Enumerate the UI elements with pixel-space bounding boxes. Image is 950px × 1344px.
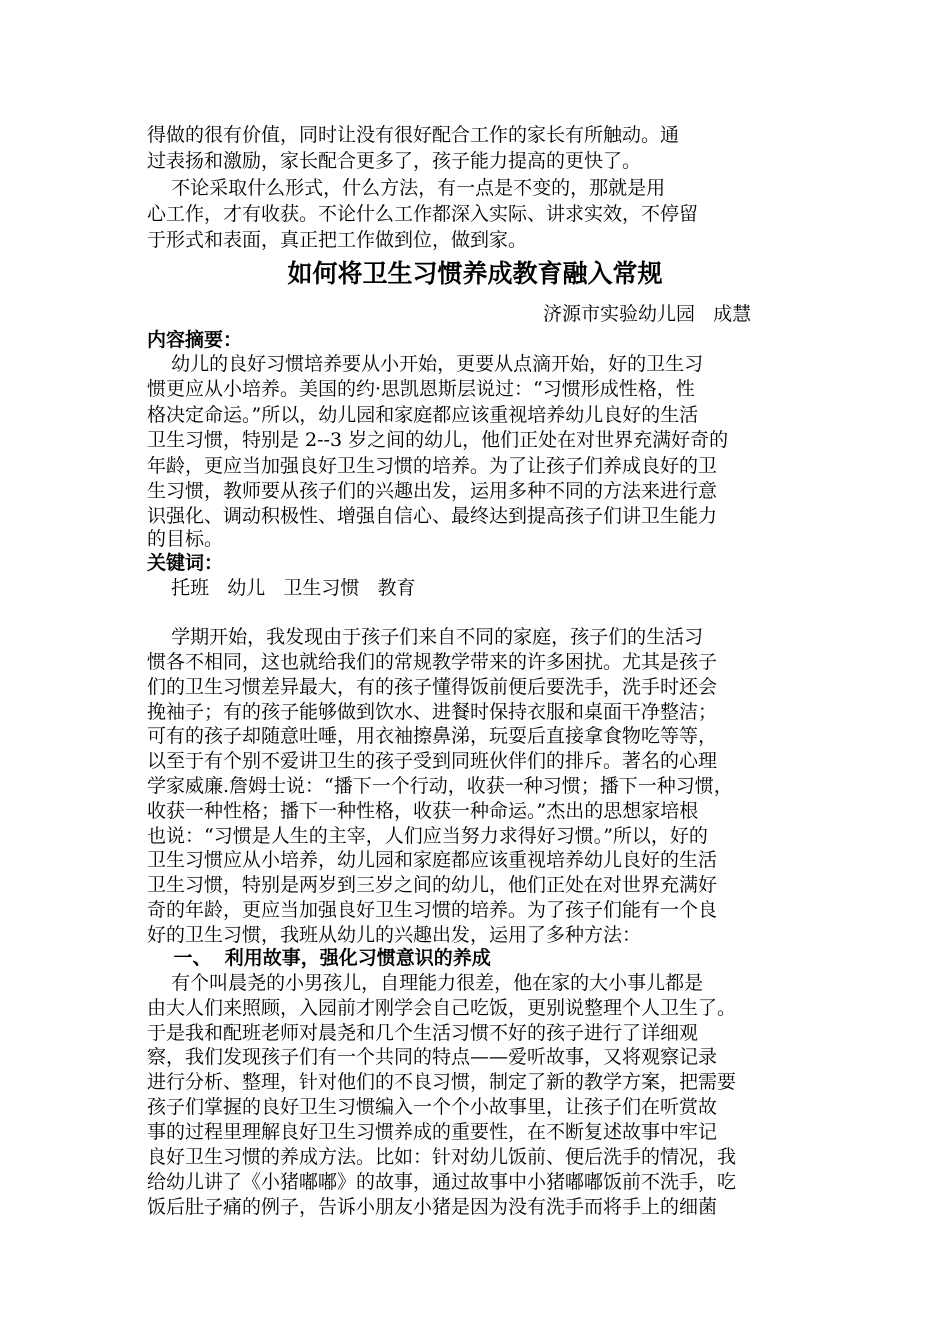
body-line: 也说：“习惯是人生的主宰，人们应当努力求得好习惯。”所以，好的 <box>147 825 708 847</box>
abstract-line: 的目标。 <box>147 528 224 550</box>
body-line: 奇的年龄，更应当加强良好卫生习惯的培养。为了孩子们能有一个良 <box>147 899 718 921</box>
section-line: 于是我和配班老师对晨尧和几个生活习惯不好的孩子进行了详细观 <box>147 1022 699 1044</box>
intro-line: 心工作，才有收获。不论什么工作都深入实际、讲求实效，不停留 <box>147 203 699 225</box>
abstract-line: 卫生习惯，特别是 2--3 岁之间的幼儿，他们正处在对世界充满好奇的 <box>147 429 729 451</box>
keywords-line: 托班 幼儿 卫生习惯 教育 <box>147 577 416 599</box>
abstract-line: 生习惯，教师要从孩子们的兴趣出发，运用多种不同的方法来进行意 <box>147 480 718 502</box>
intro-line: 于形式和表面，真正把工作做到位，做到家。 <box>147 229 528 251</box>
abstract-line: 格决定命运。”所以，幼儿园和家庭都应该重视培养幼儿良好的生活 <box>147 404 699 426</box>
body-line: 以至于有个别不爱讲卫生的孩子受到同班伙伴们的排斥。著名的心理 <box>147 750 718 772</box>
body-line: 们的卫生习惯差异最大，有的孩子懂得饭前便后要洗手，洗手时还会 <box>147 676 718 698</box>
intro-line: 得做的很有价值，同时让没有很好配合工作的家长有所触动。通 <box>147 124 680 146</box>
body-line: 惯各不相同，这也就给我们的常规教学带来的许多困扰。尤其是孩子 <box>147 651 718 673</box>
author-line: 济源市实验幼儿园 成慧 <box>543 303 752 325</box>
section-line: 有个叫晨尧的小男孩儿，自理能力很差，他在家的大小事儿都是 <box>147 972 704 994</box>
body-line: 好的卫生习惯，我班从幼儿的兴趣出发，运用了多种方法： <box>147 924 642 946</box>
abstract-line: 年龄，更应当加强良好卫生习惯的培养。为了让孩子们养成良好的卫 <box>147 455 718 477</box>
body-line: 卫生习惯，特别是两岁到三岁之间的幼儿，他们正处在对世界充满好 <box>147 874 718 896</box>
section-line: 由大人们来照顾，入园前才刚学会自己吃饭，更别说整理个人卫生了。 <box>147 997 737 1019</box>
body-line: 收获一种性格；播下一种性格，收获一种命运。”杰出的思想家培根 <box>147 800 699 822</box>
section-line: 进行分析、整理，针对他们的不良习惯，制定了新的教学方案，把需要 <box>147 1071 737 1093</box>
section-line: 给幼儿讲了《小猪嘟嘟》的故事，通过故事中小猪嘟嘟饭前不洗手，吃 <box>147 1171 737 1193</box>
abstract-line: 幼儿的良好习惯培养要从小开始，更要从点滴开始，好的卫生习 <box>147 353 704 375</box>
body-line: 挽袖子；有的孩子能够做到饮水、进餐时保持衣服和桌面干净整洁； <box>147 701 718 723</box>
body-line: 学家威廉.詹姆士说：“播下一个行动，收获一种习惯；播下一种习惯， <box>147 775 733 797</box>
article-title: 如何将卫生习惯养成教育融入常规 <box>287 259 663 288</box>
section-line: 事的过程里理解良好卫生习惯养成的重要性，在不断复述故事中牢记 <box>147 1121 718 1143</box>
keywords-heading: 关键词： <box>147 552 224 574</box>
abstract-line: 惯更应从小培养。美国的约·思凯恩斯层说过：“习惯形成性格，性 <box>147 378 695 400</box>
section-heading: 一、 利用故事，强化习惯意识的养成 <box>147 947 491 969</box>
body-line: 学期开始，我发现由于孩子们来自不同的家庭，孩子们的生活习 <box>147 626 704 648</box>
body-line: 可有的孩子却随意吐唾，用衣袖擦鼻涕，玩耍后直接拿食物吃等等， <box>147 725 718 747</box>
abstract-line: 识强化、调动积极性、增强自信心、最终达到提高孩子们讲卫生能力 <box>147 505 718 527</box>
section-line: 察，我们发现孩子们有一个共同的特点——爱听故事，又将观察记录 <box>147 1046 718 1068</box>
intro-line: 不论采取什么形式，什么方法，有一点是不变的，那就是用 <box>147 177 666 199</box>
section-line: 良好卫生习惯的养成方法。比如：针对幼儿饭前、便后洗手的情况，我 <box>147 1146 737 1168</box>
intro-line: 过表扬和激励，家长配合更多了，孩子能力提高的更快了。 <box>147 150 642 172</box>
body-line: 卫生习惯应从小培养，幼儿园和家庭都应该重视培养幼儿良好的生活 <box>147 849 718 871</box>
section-line: 孩子们掌握的良好卫生习惯编入一个个小故事里，让孩子们在听赏故 <box>147 1096 718 1118</box>
section-line: 饭后肚子痛的例子，告诉小朋友小猪是因为没有洗手而将手上的细菌 <box>147 1196 718 1218</box>
abstract-heading: 内容摘要： <box>147 329 243 351</box>
